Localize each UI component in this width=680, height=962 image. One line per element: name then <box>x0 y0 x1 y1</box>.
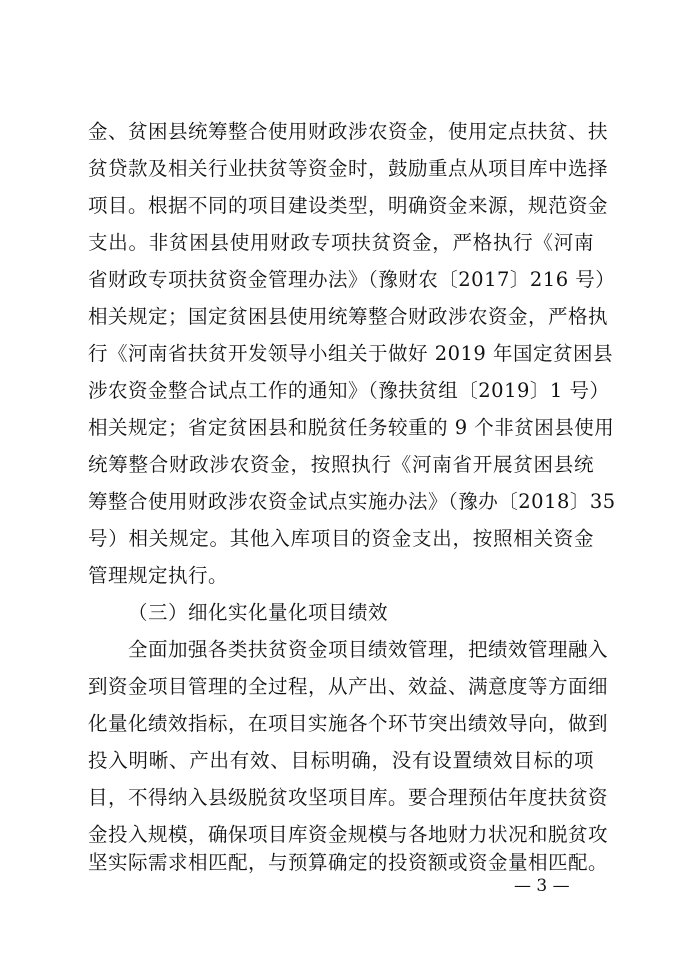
paragraph-2-line-5: 目，不得纳入县级脱贫攻坚项目库。要合理预估年度扶贫资 <box>88 786 609 809</box>
paragraph-2-line-3: 化量化绩效指标，在项目实施各个环节突出绩效导向，做到 <box>88 712 609 735</box>
paragraph-2-line-7: 坚实际需求相匹配，与预算确定的投资额或资金量相匹配。 <box>88 851 609 874</box>
paragraph-1-line-3: 项目。根据不同的项目建设类型，明确资金来源，规范资金 <box>88 194 609 217</box>
paragraph-1-line-8: 涉农资金整合试点工作的通知》（豫扶贫组〔2019〕1 号） <box>88 379 610 402</box>
paragraph-1-line-7: 行《河南省扶贫开发领导小组关于做好 2019 年国定贫困县 <box>88 342 614 365</box>
paragraph-2-line-1: 全面加强各类扶贫资金项目绩效管理，把绩效管理融入 <box>128 638 609 661</box>
paragraph-1-line-11: 筹整合使用财政涉农资金试点实施办法》（豫办〔2018〕35 <box>88 490 616 513</box>
paragraph-1-line-12: 号）相关规定。其他入库项目的资金支出，按照相关资金 <box>88 527 594 550</box>
paragraph-1-line-13: 管理规定执行。 <box>88 564 229 587</box>
section-heading: （三）细化实化量化项目绩效 <box>128 601 389 624</box>
paragraph-2-line-6: 金投入规模，确保项目库资金规模与各地财力状况和脱贫攻 <box>88 823 609 846</box>
paragraph-2-line-4: 投入明晰、产出有效、目标明确，没有设置绩效目标的项 <box>88 749 594 772</box>
paragraph-1-line-6: 相关规定；国定贫困县使用统筹整合财政涉农资金，严格执 <box>88 305 609 328</box>
page-number: — 3 — <box>514 876 570 896</box>
paragraph-1-line-9: 相关规定；省定贫困县和脱贫任务较重的 9 个非贫困县使用 <box>88 416 615 439</box>
paragraph-1-line-4: 支出。非贫困县使用财政专项扶贫资金，严格执行《河南 <box>88 231 594 254</box>
paragraph-1-line-10: 统筹整合财政涉农资金，按照执行《河南省开展贫困县统 <box>88 453 594 476</box>
paragraph-1-line-2: 贫贷款及相关行业扶贫等资金时，鼓励重点从项目库中选择 <box>88 157 609 180</box>
paragraph-2-line-2: 到资金项目管理的全过程，从产出、效益、满意度等方面细 <box>88 675 609 698</box>
paragraph-1-line-1: 金、贫困县统筹整合使用财政涉农资金，使用定点扶贫、扶 <box>88 120 609 143</box>
paragraph-1-line-5: 省财政专项扶贫资金管理办法》（豫财农〔2017〕216 号） <box>88 268 616 291</box>
